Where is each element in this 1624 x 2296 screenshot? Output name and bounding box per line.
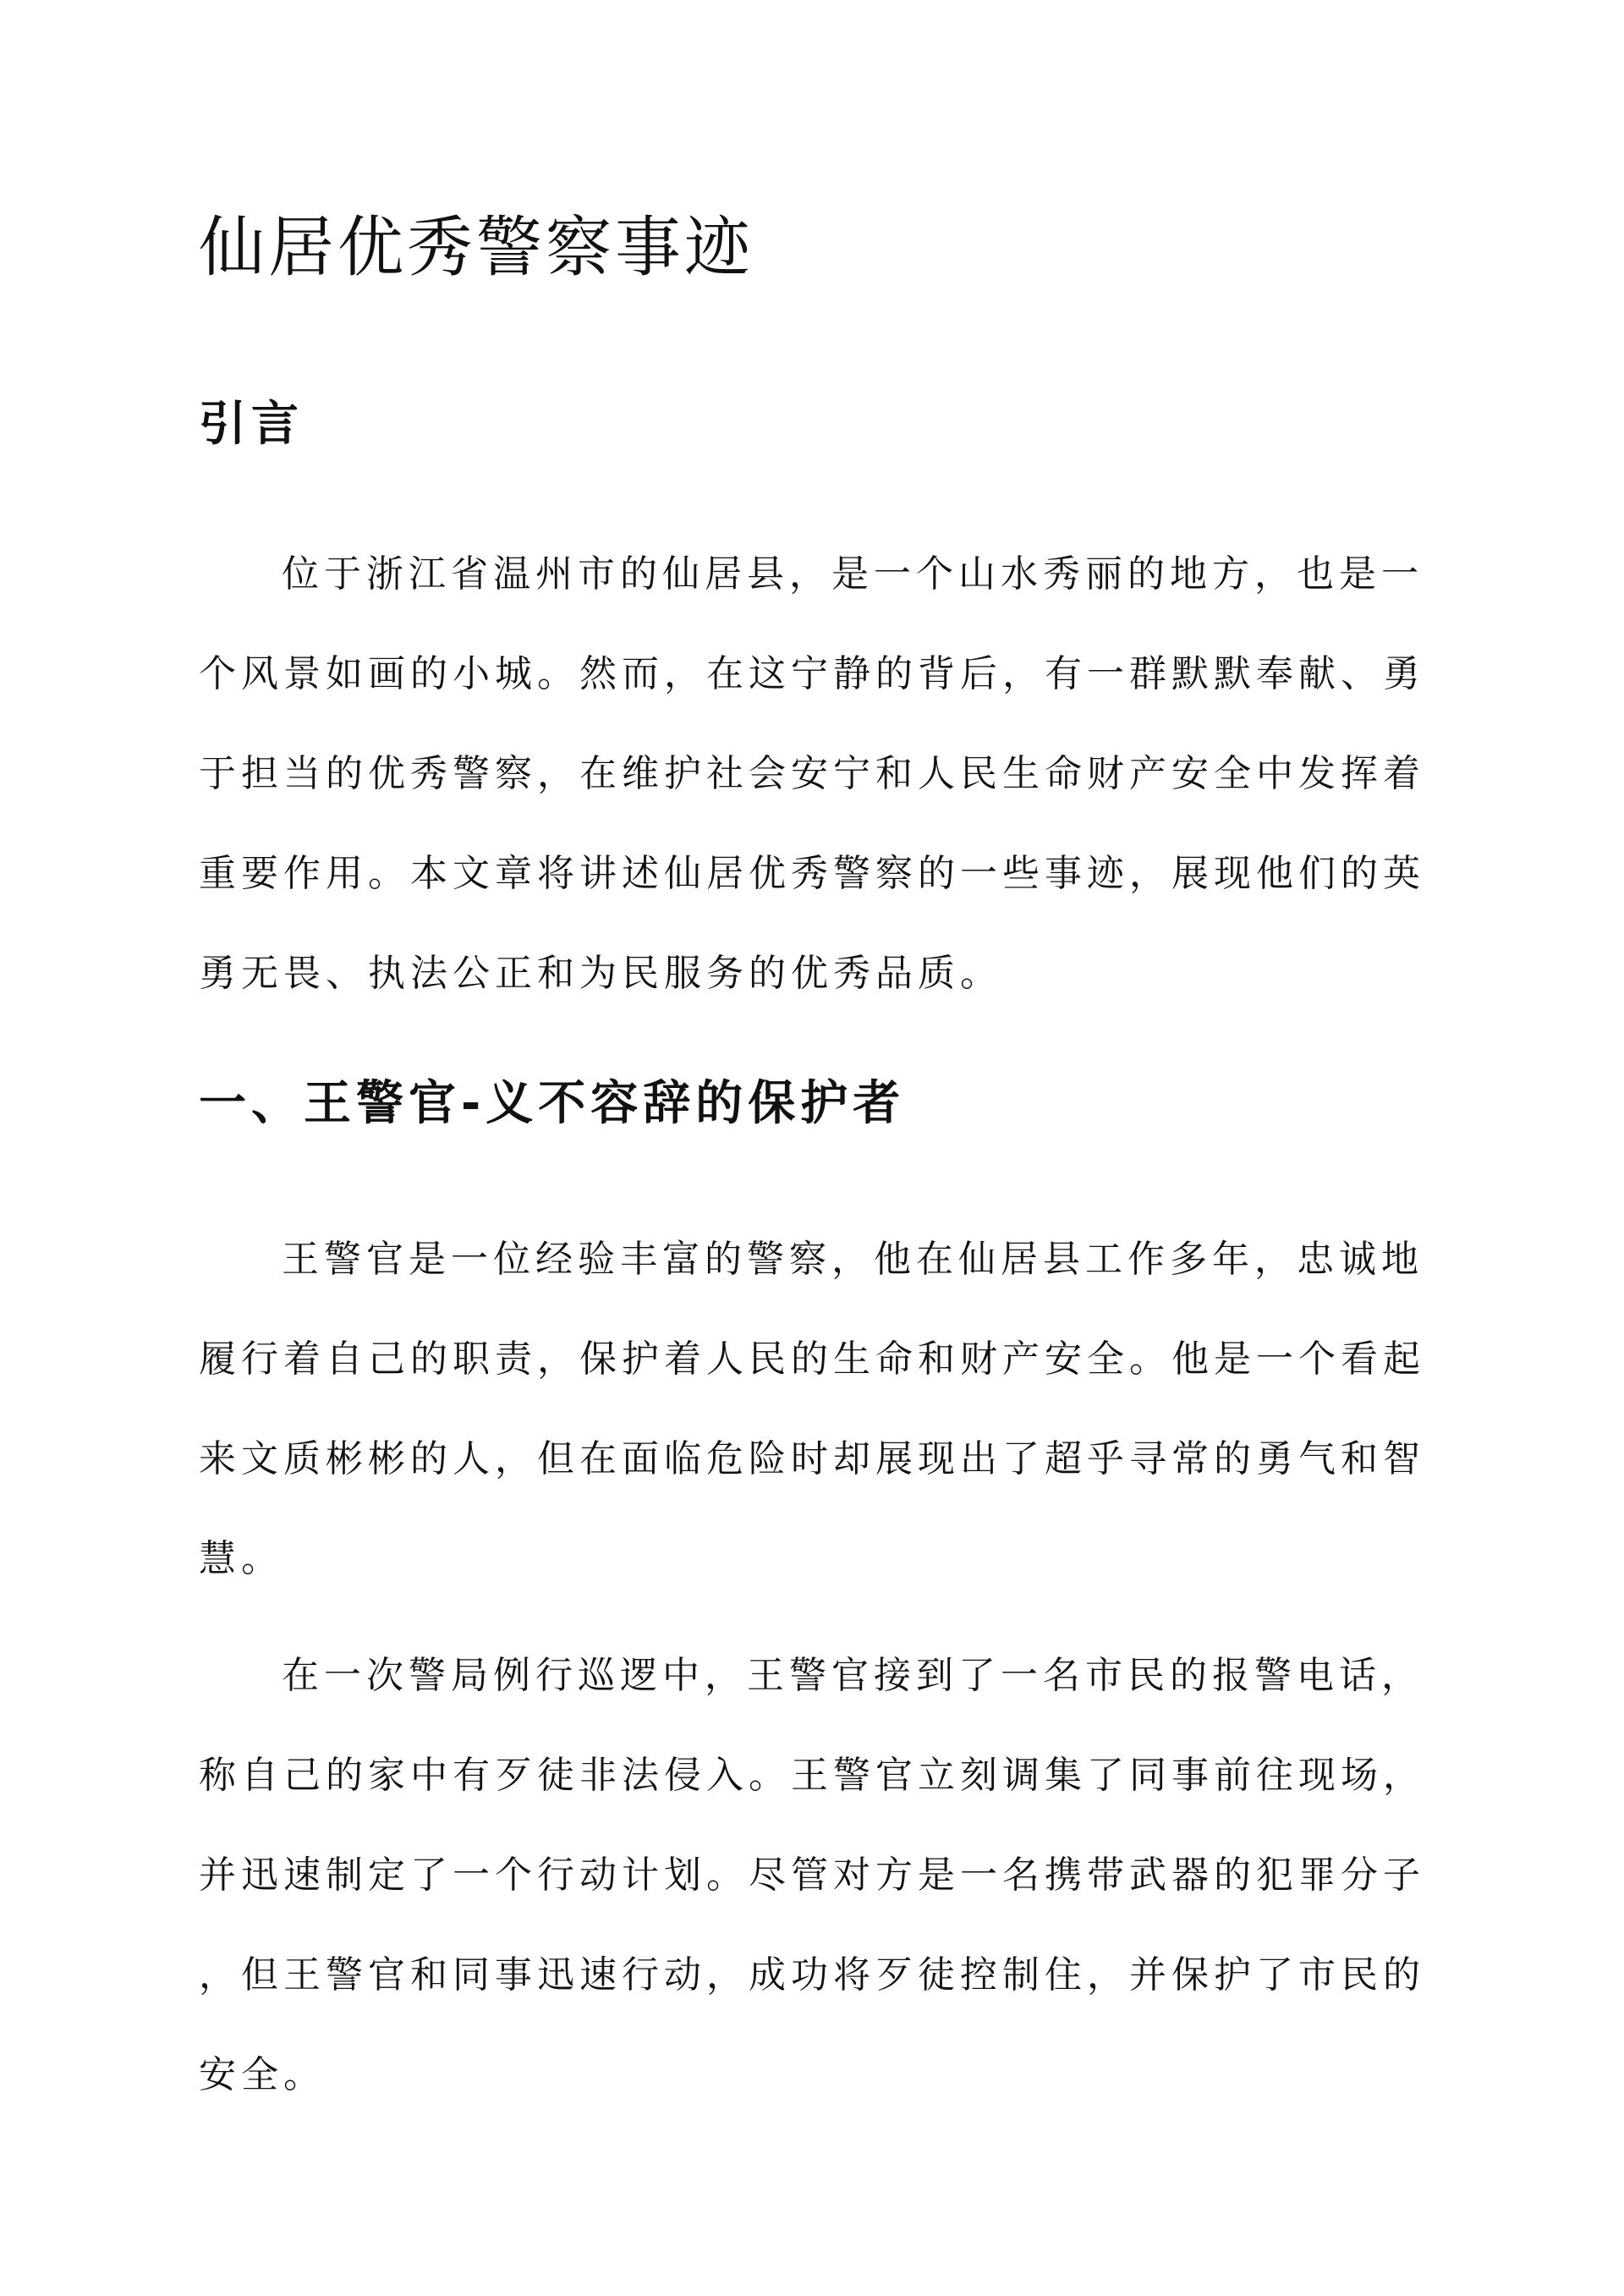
document-title: 仙居优秀警察事迹 — [199, 210, 754, 286]
paragraph-line: 重要作用。本文章将讲述仙居优秀警察的一些事迹，展现他们的英 — [199, 852, 1425, 895]
paragraph-line: 来文质彬彬的人，但在面临危险时却展现出了超乎寻常的勇气和智 — [199, 1437, 1425, 1480]
section-heading-intro: 引言 — [199, 397, 304, 452]
paragraph-line: 个风景如画的小城。然而，在这宁静的背后，有一群默默奉献、勇 — [199, 652, 1425, 695]
paragraph-line: 称自己的家中有歹徒非法侵入。王警官立刻调集了同事前往现场， — [199, 1754, 1425, 1797]
paragraph-line: ，但王警官和同事迅速行动，成功将歹徒控制住，并保护了市民的 — [199, 1953, 1425, 1997]
paragraph-line: 在一次警局例行巡逻中，王警官接到了一名市民的报警电话， — [282, 1654, 1424, 1697]
intro-paragraph — [199, 525, 1434, 1024]
paragraph-line: 并迅速制定了一个行动计划。尽管对方是一名携带武器的犯罪分子 — [199, 1854, 1425, 1897]
paragraph-line: 于担当的优秀警察，在维护社会安宁和人民生命财产安全中发挥着 — [199, 752, 1425, 795]
paragraph-line: 位于浙江省温州市的仙居县，是一个山水秀丽的地方，也是一 — [282, 552, 1424, 596]
paragraph-line: 王警官是一位经验丰富的警察，他在仙居县工作多年，忠诚地 — [282, 1238, 1424, 1281]
paragraph-line: 勇无畏、执法公正和为民服务的优秀品质。 — [199, 952, 1002, 995]
officer-wang-paragraph-2 — [199, 1626, 1434, 2125]
paragraph-line: 慧。 — [199, 1537, 283, 1580]
section-heading-officer-wang: 一、王警官-义不容辞的保护者 — [199, 1076, 906, 1131]
paragraph-line: 履行着自己的职责，保护着人民的生命和财产安全。他是一个看起 — [199, 1338, 1425, 1381]
officer-wang-paragraph-1 — [199, 1210, 1434, 1609]
paragraph-line: 安全。 — [199, 2053, 326, 2096]
